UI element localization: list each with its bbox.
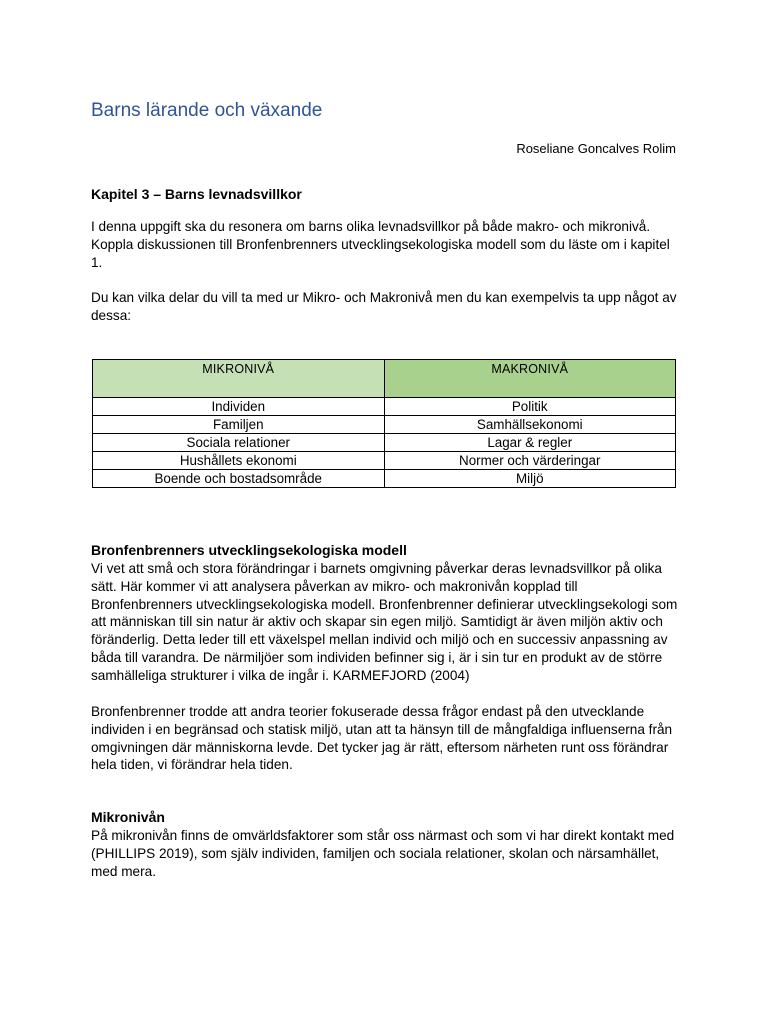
bronfenbrenner-heading: Bronfenbrenners utvecklingsekologiska modell [91,542,407,558]
table-cell: Lagar & regler [384,434,676,452]
bronfenbrenner-paragraph-1: Vi vet att små och stora förändringar i barnets omgivning påverkar deras levnadsvillkor på olika sätt. Här kommer vi att analysera påverkan av mikro- och makronivån kopplad till Bronfenbrenners utvecklingsekologiska modell. Bronfenbrenner definierar utvecklingsekologi som att människan till sin natur är aktiv och skapar sin egen miljö. Samtidigt är även miljön aktiv och föränderlig. Detta leder till ett växelspel mellan individ och miljö och en successiv anpassning av båda till varandra. De närmiljöer som individen befinner sig i, är i sin tur en produkt av de större samhälleliga strukturer i vilka de ingår i. KARMEFJORD (2004) [91,561,678,683]
author-name: Roseliane Goncalves Rolim [516,141,676,156]
table-cell: Boende och bostadsområde [93,470,385,488]
table-cell: Normer och värderingar [384,452,676,470]
table-cell: Hushållets ekonomi [93,452,385,470]
table-cell: Samhällsekonomi [384,416,676,434]
bronfenbrenner-paragraph-2: Bronfenbrenner trodde att andra teorier fokuserade dessa frågor endast på den utvecklande individen i en begränsad och statisk miljö, utan att ta hänsyn till de mångfaldiga influenserna från omgivningen där människorna levde. Det tycker jag är rätt, eftersom närheten runt oss förändrar hela tiden, vi förändrar hela tiden. [91,704,673,773]
table-row [93,398,676,416]
table-header-row [93,360,676,398]
levels-table [92,359,676,488]
table-cell: Sociala relationer [93,434,385,452]
mikroniva-paragraph: På mikronivån finns de omvärldsfaktorer som står oss närmast och som vi har direkt kontakt med (PHILLIPS 2019), som själv individen, familjen och sociala relationer, skolan och närsamhället, med mera. [91,828,675,879]
table-cell: Individen [93,398,385,416]
header-mikroniva: MIKRONIVÅ [93,360,385,398]
table-cell: Miljö [384,470,676,488]
intro-paragraph: I denna uppgift ska du resonera om barns olika levnadsvillkor på både makro- och mikronivå. Koppla diskussionen till Bronfenbrenners utvecklingsekologiska modell som du läste om i kapitel 1. [91,219,670,270]
chapter-heading: Kapitel 3 – Barns levnadsvillkor [91,186,302,202]
table-row [93,416,676,434]
document-title: Barns lärande och växande [91,100,323,121]
header-makroniva: MAKRONIVÅ [384,360,676,398]
table-row [93,452,676,470]
table-cell: Politik [384,398,676,416]
table-cell: Familjen [93,416,385,434]
choice-paragraph: Du kan vilka delar du vill ta med ur Mikro- och Makronivå men du kan exempelvis ta upp något av dessa: [91,290,677,323]
table-row [93,434,676,452]
table-row [93,470,676,488]
mikroniva-heading: Mikronivån [91,809,165,825]
